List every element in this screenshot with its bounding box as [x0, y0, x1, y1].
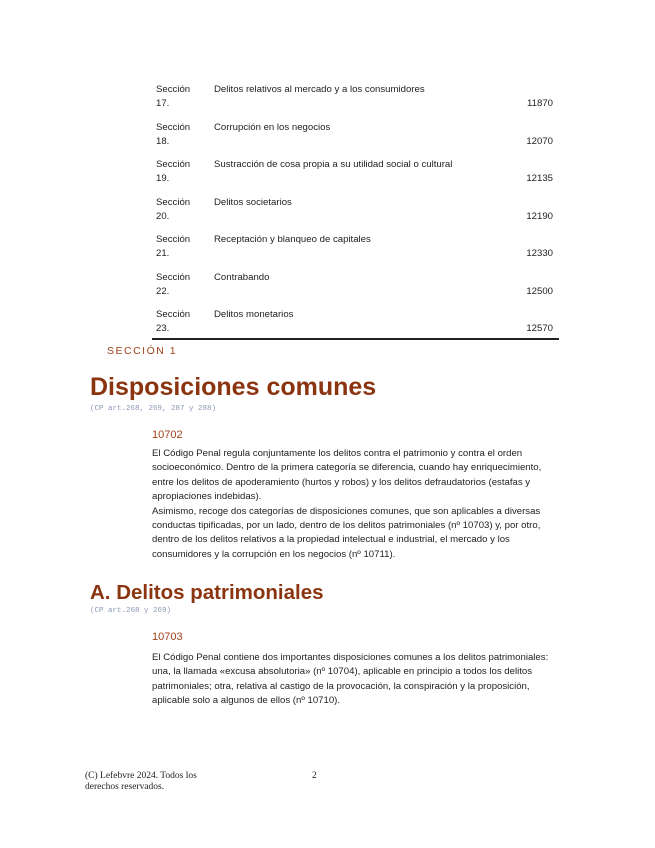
toc-page-number: 12570 [526, 323, 553, 334]
toc-row[interactable] [152, 195, 559, 233]
toc-page-number: 12330 [526, 248, 553, 259]
toc-divider [152, 338, 559, 340]
toc-row[interactable] [152, 270, 559, 308]
subsection-title: A. Delitos patrimoniales [90, 581, 324, 604]
toc-row[interactable] [152, 120, 559, 158]
paragraph-number: 10702 [152, 429, 183, 441]
toc-title: Delitos monetarios [214, 309, 294, 320]
toc-title: Delitos societarios [214, 196, 292, 208]
toc-section-label: Sección 18. [156, 121, 191, 147]
paragraph-line: El Código Penal regula conjuntamente los delitos contra el patrimonio y contra el orden socioeconómico. Dentro de la primera categoría se diferencia, cuando hay enriquecimiento, entre los delitos de apoderamiento (hurtos y robos) y los delitos defraudatorios (estafas y apropiaciones indebidas). [152, 448, 542, 503]
toc-page-number: 12500 [526, 285, 553, 297]
toc-title: Contrabando [214, 271, 270, 283]
toc-section-label: Sección 17. [156, 84, 191, 109]
toc-title: Delitos relativos al mercado y a los consumidores [214, 84, 425, 95]
toc-page-number: 11870 [527, 98, 553, 109]
toc-row[interactable] [152, 232, 559, 270]
paragraph-number: 10703 [152, 631, 183, 643]
paragraph-text: El Código Penal contiene dos importantes disposiciones comunes a los delitos patrimoniales: una, la llamada «excusa absolutoria» (nº 10704), aplicable en principio a todos los delitos patrimoniales; otra, relativa al castigo de la provocación, la conspiración y la proposición, aplicable solo a algunos de ellos (nº 10710). [152, 652, 549, 707]
toc-section-label: Sección 22. [156, 271, 191, 297]
page-title: Disposiciones comunes [90, 373, 377, 401]
legal-reference-link[interactable]: (CP art.268, 269, 287 y 288) [90, 405, 217, 413]
footer-page-number: 2 [312, 771, 317, 781]
section-label: SECCIÓN 1 [107, 345, 178, 357]
toc-section-label: Sección 23. [156, 309, 191, 334]
toc-section-label: Sección 19. [156, 159, 191, 184]
toc-title: Sustracción de cosa propia a su utilidad social o cultural [214, 159, 453, 170]
toc-page-number: 12190 [526, 210, 553, 222]
toc-title: Corrupción en los negocios [214, 121, 331, 133]
toc-page-number: 12135 [526, 173, 553, 184]
toc-row[interactable] [152, 157, 559, 195]
paragraph-line: Asimismo, recoge dos categorías de disposiciones comunes, que son aplicables a diversas conductas tipificadas, por un lado, dentro de los delitos patrimoniales (nº 10703) y, por otro, dentro de los delitos relativos a la propiedad intelectual e industrial, el mercado y los consumidores y la corrupción en los negocios (nº 10711). [152, 505, 541, 560]
toc-row[interactable] [152, 82, 559, 120]
toc-page-number: 12070 [526, 135, 553, 147]
footer-copyright: (C) Lefebvre 2024. Todos los derechos reservados. [85, 771, 197, 792]
toc-title: Receptación y blanqueo de capitales [214, 234, 371, 245]
toc-table [152, 82, 559, 345]
legal-reference-link[interactable]: (CP art.268 y 269) [90, 607, 172, 615]
paragraph-text [152, 447, 557, 562]
toc-section-label: Sección 21. [156, 234, 191, 259]
toc-section-label: Sección 20. [156, 196, 191, 222]
